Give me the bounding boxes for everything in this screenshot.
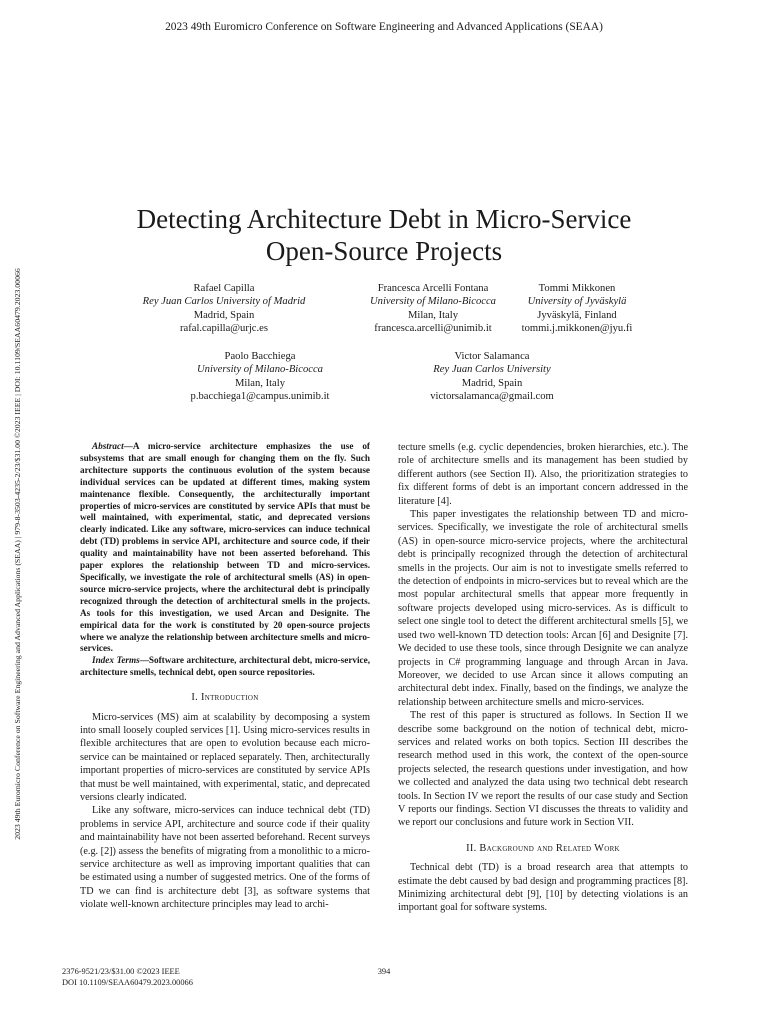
author-location: Jyväskylä, Finland <box>537 309 617 321</box>
section-heading-introduction <box>80 691 370 704</box>
author-email: p.bacchiega1@campus.unimib.it <box>190 391 330 403</box>
index-terms <box>80 655 370 679</box>
author-block-5 <box>382 350 602 404</box>
footer-doi: DOI 10.1109/SEAA60479.2023.00066 <box>62 978 193 987</box>
author-affiliation: Rey Juan Carlos University of Madrid <box>142 296 306 308</box>
author-name: Francesca Arcelli Fontana <box>377 283 489 294</box>
author-name: Paolo Bacchiega <box>224 351 296 362</box>
author-block-3 <box>487 282 667 336</box>
left-column <box>80 441 370 912</box>
paragraph: Like any software, micro-services can induce technical debt (TD) problems in service API, architecture and source code if their quality and maintainability have not been asserted beforehand. Recent surveys (e.g. [2]) assess the benefits of migrating from a monolithic to a micro-service architecture as well as improving important qualities that can be estimated using a number of suggested metrics. One of the forms of TD we can find is architecture debt [3], as software systems that violate well-known architecture principles may lead to archi- <box>80 805 370 911</box>
author-name: Tommi Mikkonen <box>538 283 616 294</box>
author-location: Madrid, Spain <box>461 377 523 389</box>
footer-issn: 2376-9521/23/$31.00 ©2023 IEEE <box>62 967 180 976</box>
page-number: 394 <box>377 967 391 976</box>
paper-title <box>0 203 768 267</box>
right-column <box>398 441 688 915</box>
conference-header: 2023 49th Euromicro Conference on Software Engineering and Advanced Applications (SEAA) <box>165 21 603 33</box>
paragraph: Technical debt (TD) is a broad research area that attempts to estimate the debt caused by bad design and programming practices [8]. Minimizing architectural debt [9], [10] by detecting violations is an important goal for software systems. <box>398 862 688 914</box>
abstract-lead: Abstract <box>92 441 124 451</box>
paragraph: The rest of this paper is structured as follows. In Section II we describe some background on the notion of technical debt, micro-services and related works on both topics. Section III describes the research method used in this work, the context of the open-source projects selected, the research questions under investigation, and how we collected and analyzed the data using two technical debt research tools. In Section IV we report the results of our case study and Section V reports our findings. Section VI discusses the threats to validity and we report our conclusions and future work in Section VII. <box>398 710 688 829</box>
author-block-1 <box>114 282 334 336</box>
section-number: I. <box>191 692 199 704</box>
section-title: Background and Related Work <box>479 842 620 854</box>
author-email: francesca.arcelli@unimib.it <box>374 323 492 335</box>
paragraph: This paper investigates the relationship between TD and micro-services. Specifically, we investigate the role of architectural smells (AS) in open-source micro-service projects, where the architectural debt is principally recognized through the detection of architectural smells in the projects. Our aim is not to investigate smells referred to the detection of endpoints in micro-services but to reveal which are the most popular architectural smells that appear more frequently in software projects developed using micro-services. As is difficult to select one single tool to detect the different architectural smells [5], we used two well-known TD detection tools: Arcan [6] and Designite [7]. We decided to use these tools, since through Designite we can analyze projects in C# programming language and through Arcan in Java. Moreover, we decided to use Arcan since it allows computing an architectural debt index. Finally, based on the findings, we analyze the relationship between architecture smells and micro-services. <box>398 509 688 708</box>
index-terms-lead: Index Terms <box>92 655 140 666</box>
abstract <box>80 441 370 655</box>
author-affiliation: University of Jyväskylä <box>527 296 627 308</box>
author-email: rafal.capilla@urjc.es <box>180 323 268 335</box>
author-location: Milan, Italy <box>407 309 458 321</box>
author-affiliation: Rey Juan Carlos University <box>433 364 551 376</box>
title-line-2: Open-Source Projects <box>265 236 503 266</box>
author-location: Madrid, Spain <box>193 309 255 321</box>
author-email: tommi.j.mikkonen@jyu.fi <box>521 323 633 335</box>
author-block-4 <box>150 350 370 404</box>
author-location: Milan, Italy <box>234 377 285 389</box>
abstract-text: —A micro-service architecture emphasizes the use of subsystems that are small enough for changing them on the fly. Such architecture supports the continuous evolution of the system because individual services can be updated at different times, making system maintenance flexible. Consequently, the architecturally important properties of micro-services are constituted by service APIs that must be well maintained, with experimental, static, and deprecated versions clearly indicated. Like any software, micro-services can induce technical debt (TD) problems in service API, architecture and source code, if their quality and maintainability have not been asserted beforehand. This paper explores the relationship between TD and micro-services. Specifically, we investigate the role of architectural smells (AS) in open-source micro-service projects, where the architectural debt is principally recognized through the detection of architectural smells in the projects. As tools for this investigation, we used Arcan and Designite. The empirical data for the work is constituted by 20 open-source projects where we analyze the relationship between architecture smells and micro-services. <box>80 441 370 654</box>
author-name: Victor Salamanca <box>454 351 530 362</box>
title-line-1: Detecting Architecture Debt in Micro-Service <box>136 204 632 234</box>
section-number: II. <box>466 842 477 854</box>
section-title: Introduction <box>200 692 259 704</box>
author-affiliation: University of Milano-Bicocca <box>370 296 496 308</box>
index-terms-text: —Software architecture, architectural debt, micro-service, architecture smells, technical debt, open source repositories. <box>80 655 370 678</box>
paragraph: tecture smells (e.g. cyclic dependencies, broken hierarchies, etc.). The role of architecture smells and its management has been studied by different authors (see Section II). Also, the prioritization strategies to fix different forms of debt is an important concern addressed in the literature [4]. <box>398 442 688 507</box>
paragraph: Micro-services (MS) aim at scalability by decomposing a system into small loosely coupled services [1]. Using micro-services results in flexible architectures that are open to evolution because each micro-service can be maintained or replaced separately. Then, architecturally important properties of micro-services are constituted by service APIs that must be well maintained, with experimental, static, and deprecated versions clearly indicated. <box>80 711 370 803</box>
section-heading-background <box>398 842 688 855</box>
author-email: victorsalamanca@gmail.com <box>430 391 554 403</box>
author-name: Rafael Capilla <box>193 283 255 294</box>
author-affiliation: University of Milano-Bicocca <box>197 364 323 376</box>
side-copyright-strip: 2023 49th Euromicro Conference on Software Engineering and Advanced Applications (SEAA) | 979-8-3503-4235-2/23/$31.00 ©2023 IEEE | DOI: 10.1109/SEAA60479.2023.00066 <box>13 268 22 840</box>
